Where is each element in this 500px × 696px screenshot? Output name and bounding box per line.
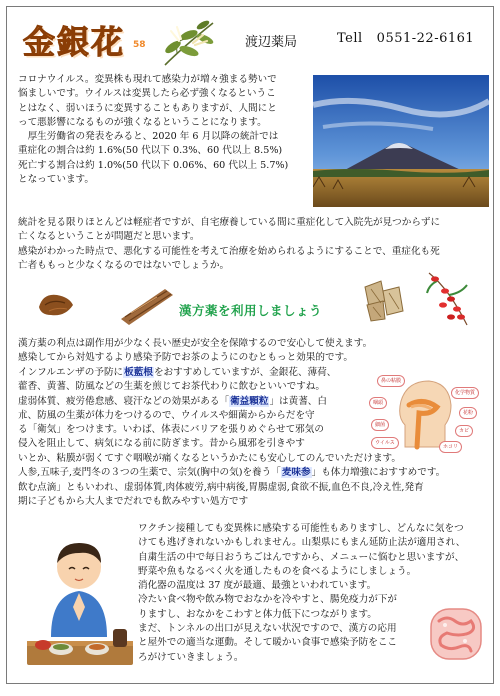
diagram-label: 咽頭	[369, 397, 387, 409]
text-span: 人参,五味子,麦門冬の３つの生薬で、宗気(胸中の気)を養う「	[18, 467, 281, 479]
text-span: インフルエンザの予防に	[18, 367, 124, 378]
tel-number: 0551-22-6161	[376, 31, 475, 46]
text-line: 統計を見る限りほとんどは軽症者ですが、自宅療養している間に重症化して入院先が見つからずに	[18, 217, 441, 228]
newsletter-title: 金銀花	[23, 23, 126, 61]
text-line: 藿香、黄蓍、防風などの生薬を煎じてお茶代わりに飲むといいですね。	[18, 381, 325, 393]
goji-berry-icon	[423, 269, 477, 331]
issue-number: 58	[133, 40, 146, 50]
text-line: る「衛気」をつけます。いわば、体表にバリアを張りめぐらせて邪気の	[18, 424, 324, 436]
diagram-label: ホコリ	[439, 441, 462, 453]
diagram-label: 花粉	[459, 407, 477, 419]
intro-paragraph	[18, 73, 288, 187]
text-line: と屋外での適当な運動。そして暖かい食事で感染予防をここ	[138, 637, 398, 649]
text-line: 野菜や魚もなるべく火を通したものを食べるようにしましょう。	[138, 565, 417, 577]
pharmacy-name: 渡辺薬局	[245, 35, 298, 50]
kampo-wide-paragraph	[18, 452, 445, 509]
mountain-photo	[313, 75, 489, 207]
diagram-label: カビ	[455, 425, 473, 437]
honeysuckle-plant-icon	[159, 17, 219, 69]
text-line: いとか、粘膜が弱くてすぐ咽喉が痛くなるというかたにも安心してのんでいただけます。	[18, 453, 401, 464]
text-line: って悪影響になるものが強くなるということになります。	[18, 116, 267, 128]
text-line: 自粛生活の中で毎日おうちごはんですから、メニューに悩むと思いますが、	[138, 551, 465, 563]
text-span: 」も体力増強におすすめです。	[311, 467, 446, 479]
text-line: 漢方薬の利点は副作用が少なく長い歴史が安全を保障するので安心して使えます。	[18, 338, 373, 349]
herb-root-icon	[117, 283, 177, 327]
text-line: 消化器の温度は 37 度が最適、最強といわれています。	[138, 580, 377, 592]
text-line: りますし、おなかをこわすと体力低下につながります。	[138, 608, 377, 620]
text-line: 悩ましいです。ウイルスは変異したら必ず強くなるというこ	[18, 88, 276, 100]
text-line: 侵入を阻止して、病気になる前に防ぎます。昔から風邪を引きやす	[18, 438, 305, 450]
diagram-label: ウイルス	[371, 437, 399, 449]
text-line: とはなく、弱いほうに変異することもありますが、人間にと	[18, 102, 277, 114]
stats-paragraph	[18, 216, 440, 273]
text-line	[18, 366, 336, 380]
text-line: コロナウイルス。変異株も現れて感染力が増々強まる勢いで	[18, 74, 277, 85]
kampo-narrow-paragraph	[18, 366, 336, 452]
diagram-label: 鼻の粘膜	[377, 375, 405, 387]
diagram-label: 細菌	[371, 419, 389, 431]
text-line: 感染がわかった時点で、悪化する可能性を考えて治療を始められるようにすることで、重症化も死	[18, 245, 440, 257]
tel-label: Tell	[337, 31, 363, 46]
text-line: 重症化の割合は約 1.6%(50 代以下 0.3%、60 代以上 8.5%)	[18, 145, 283, 157]
newsletter-page	[6, 6, 494, 684]
text-line: ろがけていきましょう。	[138, 651, 244, 663]
respiratory-diagram	[367, 367, 483, 455]
head-profile-icon	[395, 377, 455, 451]
text-line	[18, 395, 336, 409]
text-line: まだ、トンネルの出口が見えない状況ですので、漢方の応用	[138, 623, 397, 635]
section-heading: 漢方薬を利用しましょう	[179, 303, 323, 318]
kampo-intro-paragraph	[18, 337, 372, 366]
highlight-mimishin: 麦味参	[281, 467, 311, 479]
text-span: 」は黄蓍、白	[269, 395, 327, 407]
text-line: 期に子どもから大人までだれでも飲みやすい処方です	[18, 495, 249, 507]
text-line: 死亡する割合は約 1.0%(50 代以下 0.06%、60 代以上 5.7%)	[18, 159, 289, 171]
text-line: 飲む点滴」ともいわれ、虚弱体質,肉体疲労,病中病後,胃腸虚弱,食欲不振,血色不良,冷え性,発育	[18, 481, 424, 493]
intestine-illustration	[425, 603, 487, 665]
text-line	[18, 466, 445, 480]
text-span: をおすすめしていますが、金銀花、薄荷、	[153, 367, 337, 378]
phone-number	[337, 31, 474, 46]
text-line: 冷たい食べ物や飲み物でおなかを冷やすと、腸免疫力が下が	[138, 594, 398, 606]
text-line: 亡者ももっと少なくなるのではないでしょうか。	[18, 259, 230, 271]
text-line: けても逃げきれないかもしれません。山梨県にもまん延防止法が適用され、	[138, 537, 466, 549]
text-line: となっています。	[18, 174, 94, 186]
vaccine-paragraph	[138, 522, 465, 665]
text-line: 亡くなるということが問題だと思います。	[18, 231, 200, 243]
text-line: 朮、防風の生薬が体力をつけるので、ウイルスや細菌からからだを守	[18, 409, 315, 421]
highlight-banlangen: 板藍根	[124, 367, 153, 378]
herb-slices-icon	[35, 285, 79, 323]
text-line: ワクチン接種しても変異株に感染する可能性もありますし、どんなに気をつ	[138, 523, 464, 534]
text-span: 虚弱体質、疲労倦怠感、寝汗などの効果がある「	[18, 395, 230, 407]
text-line: 厚生労働省の発表をみると、2020 年 6 月以降の統計では	[18, 131, 279, 143]
praying-person-illustration	[21, 537, 139, 671]
diagram-label: 化学物質	[451, 387, 479, 399]
highlight-eiekikaryu: 衛益顆粒	[230, 395, 269, 407]
text-line: 感染してから対処するより感染予防でお茶のようにのむともっと効果的です。	[18, 352, 354, 364]
herb-slices-icon	[359, 277, 409, 323]
